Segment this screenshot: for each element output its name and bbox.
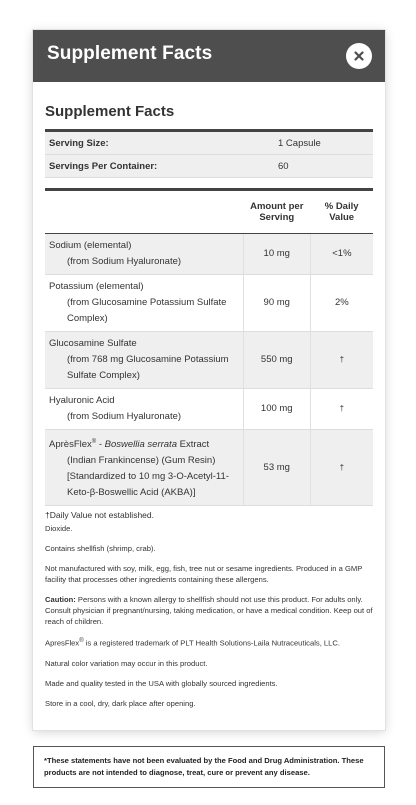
note-caution [45,594,373,627]
ingredient-cell [45,275,243,332]
modal-header [33,30,385,82]
modal-title: Supplement Facts [47,43,213,64]
serving-size-label: Serving Size: [45,131,274,155]
dv-cell: <1% [310,234,373,275]
ingredient-name [49,439,209,450]
note-trademark [45,636,373,649]
facts-title: Supplement Facts [45,103,175,120]
col-ingredient [45,190,243,234]
registered-mark: ® [91,439,97,445]
amount-cell: 550 mg [243,332,310,389]
dv-footnote: †Daily Value not established. [45,510,154,521]
ingredient-cell [45,430,243,506]
col-dv-header: % Daily Value [310,190,373,234]
servings-per-container-row [45,155,373,178]
dv-cell: 2% [310,275,373,332]
ingredient-name: Potassium (elemental) [49,281,144,292]
ingredient-cell [45,332,243,389]
close-icon [354,51,364,61]
dv-cell: † [310,430,373,506]
ingredient-name: Glucosamine Sulfate [49,338,137,349]
ingredient-cell [45,234,243,275]
col-amount-header: Amount per Serving [243,190,310,234]
amount-cell: 90 mg [243,275,310,332]
note-dioxide: Dioxide. [45,524,73,534]
serving-size-value: 1 Capsule [274,131,373,155]
table-row [45,332,373,389]
ingredient-name: Sodium (elemental) [49,240,132,251]
table-row [45,234,373,275]
note-made: Made and quality tested in the USA with globally sourced ingredients. [45,678,278,688]
supplement-facts-modal [33,30,385,730]
nutrient-table-header [45,190,373,234]
serving-table [45,129,373,178]
dv-cell: † [310,389,373,430]
modal-content [33,103,385,709]
servings-per-container-value: 60 [274,155,373,178]
amount-cell: 10 mg [243,234,310,275]
trademark-brand: ApresFlex [45,638,80,648]
trademark-reg: ® [79,638,84,645]
caution-label: Caution: [45,595,76,605]
ingredient-source: (Indian Frankincense) (Gum Resin) [Standardized to 10 mg 3-O-Acetyl-11-Keto-β-Boswellic Acid (AKBA)] [67,455,229,499]
species-name: Boswellia serrata [104,439,177,451]
ingredient-name: Hyaluronic Acid [49,395,115,406]
note-store: Store in a cool, dry, dark place after opening. [45,698,196,708]
ingredient-cell [45,389,243,430]
close-button[interactable] [346,43,372,69]
table-row [45,389,373,430]
serving-size-row [45,131,373,155]
table-row [45,430,373,506]
amount-cell: 53 mg [243,430,310,506]
brand-name: AprèsFlex [49,439,92,451]
ingredient-source: (from Sodium Hyaluronate) [67,256,182,267]
servings-per-container-label: Servings Per Container: [45,155,274,178]
name-separator: - [96,439,105,451]
amount-cell: 100 mg [243,389,310,430]
ingredient-source: (from Glucosamine Potassium Sulfate Complex) [67,297,227,324]
ingredient-source: (from 768 mg Glucosamine Potassium Sulfate Complex) [67,354,229,381]
note-color: Natural color variation may occur in this product. [45,658,208,668]
nutrient-table [45,188,373,506]
note-allergens: Not manufactured with soy, milk, egg, fish, tree nut or sesame ingredients. Produced in a GMP facility that processes other ingredients containing these allergens. [45,564,363,585]
notes-section [45,510,373,709]
fda-disclaimer: *These statements have not been evaluated by the Food and Drug Administration. These products are not intended to diagnose, treat, cure or prevent any disease. [33,746,385,788]
ingredient-source: (from Sodium Hyaluronate) [67,411,182,422]
dv-cell: † [310,332,373,389]
trademark-text: is a registered trademark of PLT Health Solutions-Laila Nutraceuticals, LLC. [83,638,340,648]
table-row [45,275,373,332]
caution-text: Persons with a known allergy to shellfish should not use this product. For adults only. Consult physician if pregnant/nursing, taking medication, or have a medical condition. Keep out of reach of children. [45,595,373,627]
note-shellfish: Contains shellfish (shrimp, crab). [45,544,156,554]
name-rest: Extract [176,439,210,451]
